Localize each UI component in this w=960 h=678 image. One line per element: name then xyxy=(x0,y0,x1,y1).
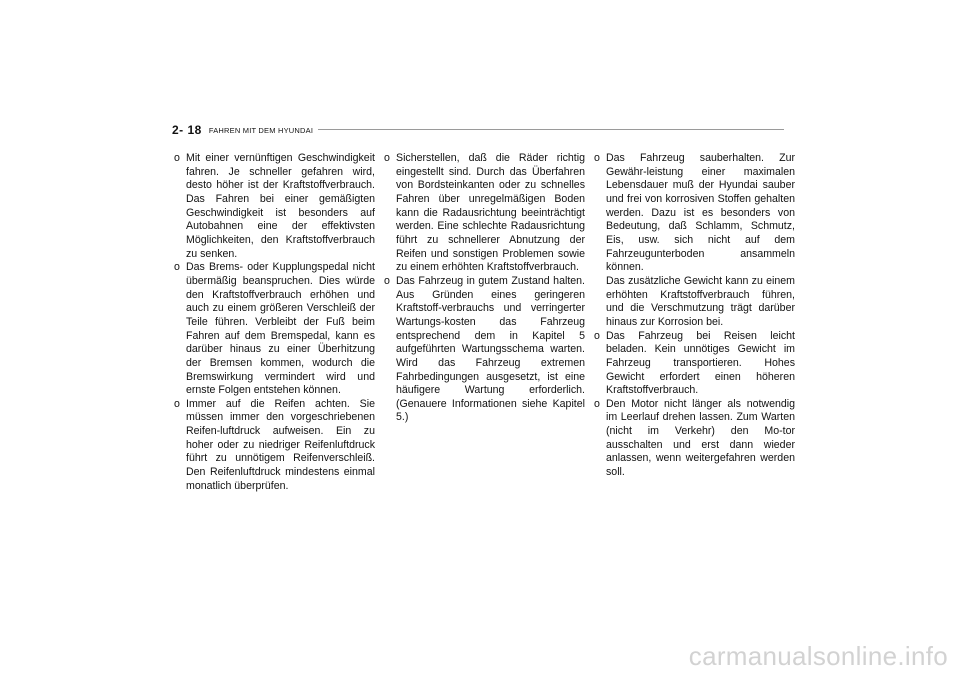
list-item-text: Das Fahrzeug bei Reisen leicht beladen. Kein unnötiges Gewicht im Fahrzeug transportieren. Hohes Gewicht erfordert einen höheren Kraftstoffverbrauch. xyxy=(606,329,795,397)
text-column-3 xyxy=(594,152,795,480)
bullet-marker: o xyxy=(594,397,600,410)
list-item xyxy=(384,275,585,425)
list-item xyxy=(174,261,375,398)
list-item-text: Immer auf die Reifen achten. Sie müssen immer den vorgeschriebenen Reifen-luftdruck aufweisen. Ein zu hoher oder zu niedriger Reifenluftdruck führt zu unnötigem Reifenverschleiß. Den Reifenluftdruck mindestens einmal monatlich überprüfen. xyxy=(186,397,375,492)
list-item xyxy=(594,152,795,330)
list-item xyxy=(594,398,795,480)
list-item-paragraph: Das Fahrzeug sauberhalten. Zur Gewähr-leistung einer maximalen Lebensdauer muß der Hyundai sauber und frei von korrosiven Stoffen gehalten werden. Dazu ist es besonders von Bedeutung, daß Schlamm, Schmutz, Eis, usw. sich nicht auf dem Fahrzeugunterboden ansammeln können. xyxy=(606,152,795,274)
chapter-title: FAHREN MIT DEM HYUNDAI xyxy=(208,125,314,135)
bullet-marker: o xyxy=(174,152,180,164)
page-header xyxy=(172,122,784,138)
list-item-text: Sicherstellen, daß die Räder richtig eingestellt sind. Durch das Überfahren von Bordsteinkanten oder zu schnelles Fahren über unregelmäßigen Boden kann die Radausrichtung beeinträchtigt werden. Eine schlechte Radausrichtung führt zu schnellerer Abnutzung der Reifen und sonstigen Problemen sowie zu einem erhöhten Kraftstoffverbrauch. xyxy=(396,152,585,274)
header-rule xyxy=(318,129,784,130)
list-item xyxy=(174,152,375,261)
list-item-text: Das Brems- oder Kupplungspedal nicht übermäßig beanspruchen. Dies würde den Kraftstoffverbrauch erhöhen und auch zu einem größeren Verschleiß der Teile führen. Verbleibt der Fuß beim Fahren auf dem Bremspedal, kann es darüber hinaus zu einer Überhitzung der Bremsen kommen, wodurch die Bremswirkung vermindert wird und ernste Folgen entstehen können. xyxy=(186,261,375,397)
bullet-marker: o xyxy=(174,261,180,274)
bullet-marker: o xyxy=(174,397,180,410)
list-item xyxy=(594,330,795,398)
bullet-marker: o xyxy=(384,152,390,164)
watermark-logo: carmanualsonline.info xyxy=(688,641,948,671)
bullet-marker: o xyxy=(594,329,600,342)
text-column-1 xyxy=(174,152,375,493)
text-column-2 xyxy=(384,152,585,425)
list-item xyxy=(384,152,585,275)
list-item-text: Den Motor nicht länger als notwendig im Leerlauf drehen lassen. Zum Warten (nicht im Verkehr) den Mo-tor ausschalten und erst dann wieder anlassen, wenn weitergefahren werden soll. xyxy=(606,397,795,479)
page-number: 2- 18 xyxy=(172,123,202,137)
list-item xyxy=(174,398,375,494)
bullet-marker: o xyxy=(594,152,600,164)
list-item-text xyxy=(606,152,795,330)
bullet-marker: o xyxy=(384,274,390,287)
list-item-text: Das Fahrzeug in gutem Zustand halten. Aus Gründen eines geringeren Kraftstoff-verbrauchs und verringerter Wartungs-kosten das Fahrzeug entsprechend dem in Kapitel 5 aufgeführten Wartungsschema warten. Wird das Fahrzeug extremen Fahrbedingungen ausgesetzt, ist eine häufigere Wartung erforderlich. (Genauere Informationen siehe Kapitel 5.) xyxy=(396,274,585,424)
list-item-text: Mit einer vernünftigen Geschwindigkeit fahren. Je schneller gefahren wird, desto höher ist der Kraftstoffverbrauch. Das Fahren bei einer gemäßigten Geschwindigkeit ist besonders auf Autobahnen eine der effektivsten Möglichkeiten, den Kraftstoffverbrauch zu senken. xyxy=(186,152,375,260)
list-item-continuation: Das zusätzliche Gewicht kann zu einem erhöhten Kraftstoffverbrauch führen, und die Verschmutzung trägt darüber hinaus zur Korrosion bei. xyxy=(606,274,795,328)
